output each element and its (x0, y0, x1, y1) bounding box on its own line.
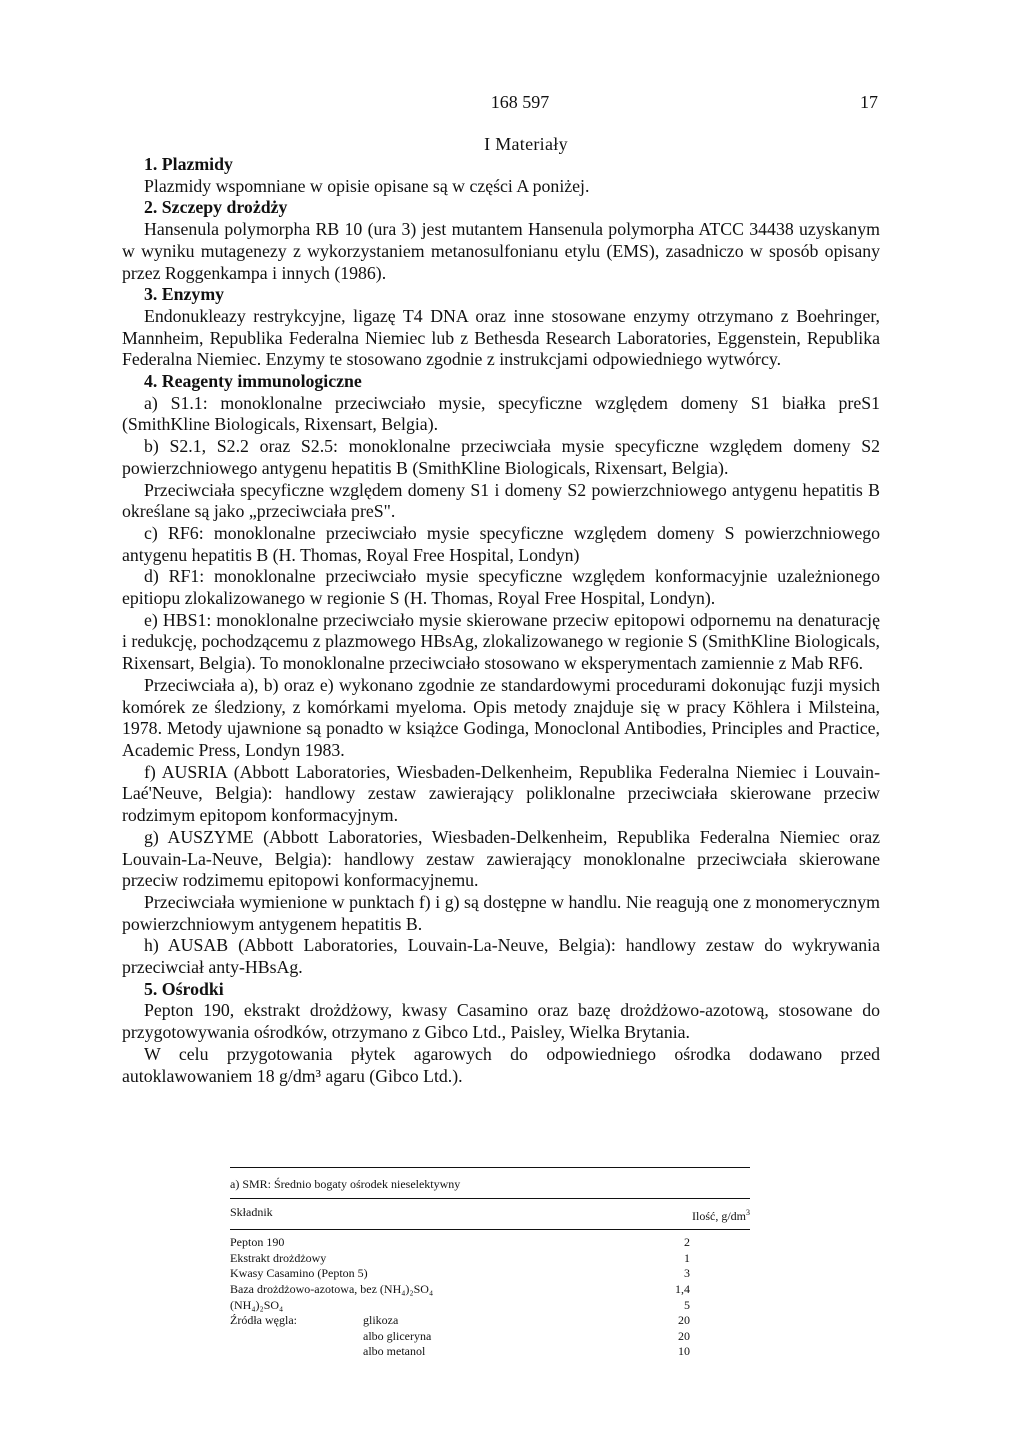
row-label: Kwasy Casamino (Pepton 5) (230, 1266, 368, 1281)
row-value: 5 (684, 1297, 690, 1312)
table-row (230, 1344, 750, 1360)
paragraph: d) RF1: monoklonalne przeciwciało mysie specyficzne względem konformacyjnie uzależnionego epitiopu zlokalizowanego w regionie S (H. Thomas, Royal Free Hospital, Londyn). (122, 566, 880, 609)
body-text (122, 154, 880, 1087)
paragraph: e) HBS1: monoklonalne przeciwciało mysie skierowane przeciw epitopowi odpornemu na denaturację i redukcję, pochodzącemu z plazmowego HBsAg, zlokalizowanego w regionie S (SmithKline Biologicals, Rixensart, Belgia). To monoklonalne przeciwciało stosowano w eksperymentach zamiennie z Mab RF6. (122, 609, 880, 674)
table-row (230, 1251, 750, 1267)
paragraph: g) AUSZYME (Abbott Laboratories, Wiesbaden-Delkenheim, Republika Federalna Niemiec oraz Louvain-La-Neuve, Belgia): handlowy zestaw zawierający monoklonalne przeciwciała skierowane przeciw rodzimemu epitopowi konformacyjnemu. (122, 826, 880, 891)
table-row (230, 1329, 750, 1345)
paragraph: W celu przygotowania płytek agarowych do odpowiedniego ośrodka dodawano przed autoklawowaniem 18 g/dm³ agaru (Gibco Ltd.). (122, 1043, 880, 1086)
row-label: Ekstrakt drożdżowy (230, 1250, 327, 1265)
row-label: Źródła węgla: (230, 1313, 297, 1328)
paragraph: b) S2.1, S2.2 oraz S2.5: monoklonalne przeciwciała mysie specyficzne względem domeny S2 powierzchniowego antygenu hepatitis B (SmithKline Biologicals, Rixensart, Belgia). (122, 436, 880, 478)
heading-reagenty: 4. Reagenty immunologiczne (144, 371, 362, 392)
table-caption: a) SMR: Średnio bogaty ośrodek nieselektywny (230, 1177, 461, 1191)
paragraph: a) S1.1: monoklonalne przeciwciało mysie, specyficzne względem domeny S1 białka preS1 (SmithKline Biologicals, Rixensart, Belgia). (122, 392, 880, 435)
paragraph: c) RF6: monoklonalne przeciwciało mysie specyficzne względem domeny S powierzchniowego antygenu hepatitis B (H. Thomas, Royal Free Hospital, Londyn) (122, 522, 880, 565)
patent-number: 168 597 (490, 92, 550, 112)
paragraph: Przeciwciała a), b) oraz e) wykonano zgodnie ze standardowymi procedurami dokonując fuzji mysich komórek ze śledziony, z komórkami myeloma. Opis metody znajduje się w pracy Köhlera i Milsteina, 1978. Metody ujawnione są ponadto w książce Godinga, Monoclonal Antibodies, Principles and Practice, Academic Press, Londyn 1983. (122, 674, 880, 760)
column-header-component: Składnik (230, 1204, 273, 1219)
paragraph: Przeciwciała specyficzne względem domeny S1 i domeny S2 powierzchniowego antygenu hepatitis B określane są jako „przeciwciała preS". (122, 479, 880, 522)
row-sublabel: albo metanol (363, 1344, 426, 1359)
paragraph: Plazmidy wspomniane w opisie opisane są w części A poniżej. (144, 175, 590, 196)
heading-enzymy: 3. Enzymy (144, 284, 225, 305)
table-row (230, 1266, 750, 1282)
media-table (230, 1167, 750, 1360)
row-sublabel: glikoza (363, 1313, 399, 1328)
section-title: I Materiały (484, 134, 568, 154)
table-header-row (230, 1199, 750, 1230)
table-row (230, 1313, 750, 1329)
row-value: 20 (678, 1313, 690, 1328)
column-header-amount-sup: 3 (746, 1207, 750, 1217)
table-row (230, 1298, 750, 1314)
row-label: Baza drożdżowo-azotowa, bez (NH₄)₂SO₄ (230, 1281, 434, 1296)
paragraph: Przeciwciała wymienione w punktach f) i g) są dostępne w handlu. Nie reagują one z monomerycznym powierzchniowym antygenem hepatitis B. (122, 891, 880, 934)
row-value: 10 (678, 1344, 690, 1359)
paragraph: Pepton 190, ekstrakt drożdżowy, kwasy Casamino oraz bazę drożdżowo-azotową, stosowane do przygotowywania ośrodków, otrzymano z Gibco Ltd., Paisley, Wielka Brytania. (122, 1000, 880, 1043)
row-label: Pepton 190 (230, 1235, 285, 1250)
row-value: 20 (678, 1328, 690, 1343)
row-label-with-sub (230, 1313, 610, 1329)
row-sublabel: albo gliceryna (363, 1328, 432, 1343)
paragraph: h) AUSAB (Abbott Laboratories, Louvain-La-Neuve, Belgia): handlowy zestaw do wykrywania przeciwciał anty-HBsAg. (122, 935, 880, 978)
table-row (230, 1282, 750, 1298)
table-rule (230, 1229, 750, 1230)
table-row (230, 1235, 750, 1251)
row-value: 2 (684, 1235, 690, 1250)
page-number: 17 (860, 92, 878, 112)
column-header-amount (692, 1205, 750, 1225)
paragraph: f) AUSRIA (Abbott Laboratories, Wiesbaden-Delkenheim, Republika Federalna Niemiec i Louvain-Laé'Neuve, Belgia): handlowy zestaw zawierający poliklonalne przeciwciała skierowane przeciw rodzimym epitopom konformacyjnym. (122, 761, 880, 826)
row-value: 1 (684, 1250, 690, 1265)
heading-osrodki: 5. Ośrodki (144, 978, 224, 999)
paragraph: Endonukleazy restrykcyjne, ligazę T4 DNA oraz inne stosowane enzymy otrzymano z Boehringer, Mannheim, Republika Federalna Niemiec lub z Bethesda Research Laboratories, Eggenstein, Republika Federalna Niemiec. Enzymy te stosowano zgodnie z instrukcjami odpowiedniego wytwórcy. (122, 305, 880, 370)
row-value: 3 (684, 1266, 690, 1281)
heading-szczepy: 2. Szczepy drożdży (144, 197, 288, 218)
heading-plazmidy: 1. Plazmidy (144, 154, 233, 174)
column-header-amount-text: Ilość, g/dm (692, 1208, 746, 1223)
paragraph: Hansenula polymorpha RB 10 (ura 3) jest mutantem Hansenula polymorpha ATCC 34438 uzyskanym w wyniku mutagenezy z wykorzystaniem metanosulfonianu etylu (EMS), zasadniczo w sposób opisany przez Roggenkampa i innych (1986). (122, 219, 880, 283)
row-label: (NH₄)₂SO₄ (230, 1297, 284, 1312)
row-value: 1,4 (675, 1281, 690, 1296)
